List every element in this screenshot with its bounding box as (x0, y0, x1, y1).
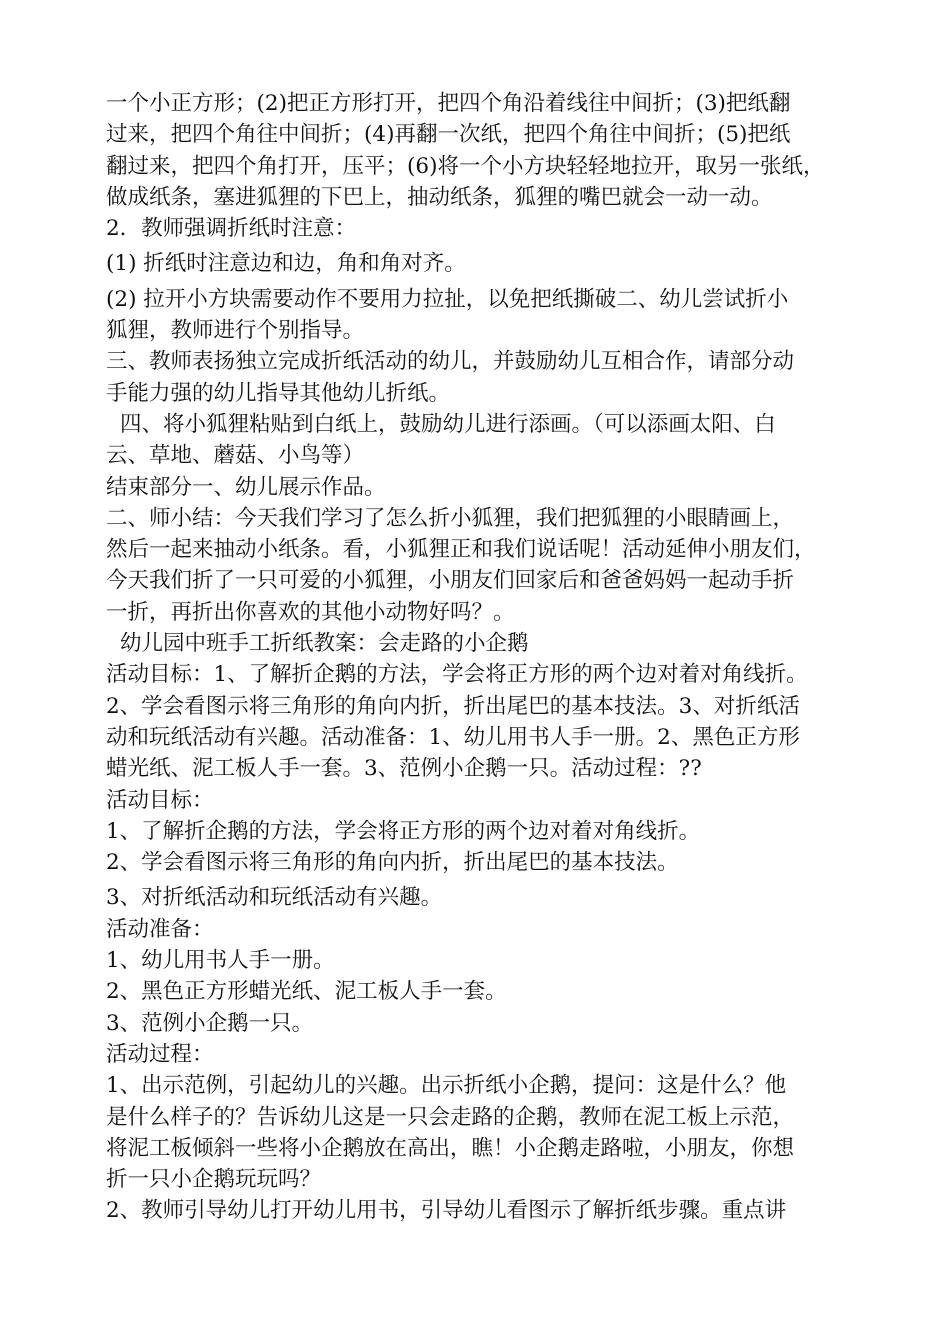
section-heading: 活动目标： (106, 787, 214, 813)
text-line: 是什么样子的？告诉幼儿这是一只会走路的企鹅，教师在泥工板上示范， (106, 1104, 795, 1130)
text-line: 今天我们折了一只可爱的小狐狸，小朋友们回家后和爸爸妈妈一起动手折 (106, 568, 795, 594)
list-item: 2、黑色正方形蜡光纸、泥工板人手一套。 (106, 979, 507, 1005)
list-item: 1、了解折企鹅的方法，学会将正方形的两个边对着对角线折。 (106, 818, 701, 844)
list-item: 1、幼儿用书人手一册。 (106, 948, 335, 974)
section-heading: 活动过程： (106, 1041, 214, 1067)
text-line: 四、将小狐狸粘贴到白纸上，鼓励幼儿进行添画。（可以添画太阳、白 (120, 411, 776, 437)
text-line: 活动目标：1、了解折企鹅的方法，学会将正方形的两个边对着对角线折。 (106, 662, 808, 688)
section-heading: 2．教师强调折纸时注意： (106, 216, 357, 242)
text-line: 折一只小企鹅玩玩吗？ (106, 1167, 322, 1193)
text-line: 手能力强的幼儿指导其他幼儿折纸。 (106, 380, 451, 406)
text-line: 做成纸条，塞进狐狸的下巴上，抽动纸条，狐狸的嘴巴就会一动一动。 (106, 184, 773, 210)
text-line: 三、教师表扬独立完成折纸活动的幼儿，并鼓励幼儿互相合作，请部分动 (106, 349, 795, 375)
text-line: 狐狸，教师进行个别指导。 (106, 318, 365, 344)
text-line: 2、教师引导幼儿打开幼儿用书，引导幼儿看图示了解折纸步骤。重点讲 (106, 1198, 787, 1224)
text-line: 将泥工板倾斜一些将小企鹅放在高出，瞧！小企鹅走路啦，小朋友，你想 (106, 1135, 795, 1161)
lesson-title: 幼儿园中班手工折纸教案：会走路的小企鹅 (120, 631, 529, 657)
text-line: 1、出示范例，引起幼儿的兴趣。出示折纸小企鹅，提问：这是什么？他 (106, 1073, 787, 1099)
list-item: 3、范例小企鹅一只。 (106, 1010, 314, 1036)
text-line: 云、草地、蘑菇、小鸟等） (106, 443, 365, 469)
text-line: 然后一起来抽动小纸条。看，小狐狸正和我们说话呢！活动延伸小朋友们， (106, 537, 816, 563)
text-line: 一折，再折出你喜欢的其他小动物好吗？。 (106, 599, 515, 625)
text-line: (1) 折纸时注意边和边，角和角对齐。 (106, 251, 466, 277)
text-line: 动和玩纸活动有兴趣。活动准备：1、幼儿用书人手一册。2、黑色正方形 (106, 724, 800, 750)
text-line: 2、学会看图示将三角形的角向内折，折出尾巴的基本技法。3、对折纸活 (106, 693, 800, 719)
text-line: 结束部分一、幼儿展示作品。 (106, 474, 386, 500)
document-body (106, 88, 866, 1227)
section-heading: 活动准备： (106, 916, 214, 942)
text-line: 一个小正方形；(2)把正方形打开，把四个角沿着线往中间折；(3)把纸翻 (106, 91, 791, 116)
text-line: 过来，把四个角往中间折；(4)再翻一次纸，把四个角往中间折；(5)把纸 (106, 122, 791, 148)
text-line: 翻过来，把四个角打开，压平；(6)将一个小方块轻轻地拉开，取另一张纸， (106, 153, 825, 179)
text-line: (2) 拉开小方块需要动作不要用力拉扯，以免把纸撕破二、幼儿尝试折小 (106, 286, 789, 312)
list-item: 3、对折纸活动和玩纸活动有兴趣。 (106, 885, 443, 911)
text-line: 二、师小结：今天我们学习了怎么折小狐狸，我们把狐狸的小眼睛画上， (106, 505, 795, 531)
list-item: 2、学会看图示将三角形的角向内折，折出尾巴的基本技法。 (106, 850, 679, 876)
text-line: 蜡光纸、泥工板人手一套。3、范例小企鹅一只。活动过程：?? (106, 756, 702, 782)
